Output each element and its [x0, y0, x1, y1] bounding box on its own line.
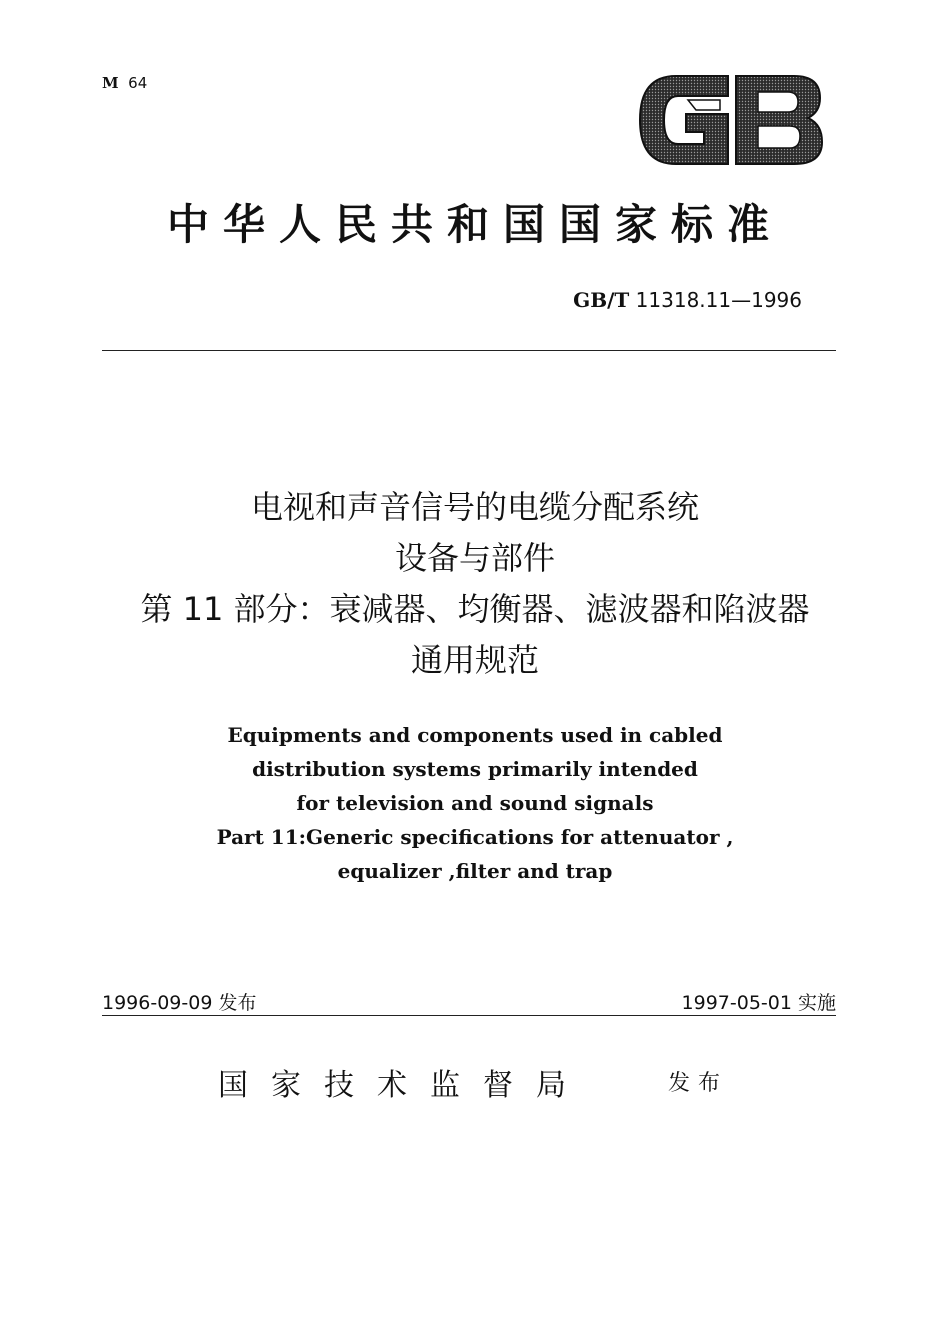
- gb-logo: [636, 70, 824, 170]
- issue-date: 1996-09-09 发布: [102, 992, 257, 1014]
- standard-number-prefix: GB/T: [573, 288, 630, 312]
- chinese-title-line-2: 设备与部件: [394, 539, 555, 577]
- classification-code: [102, 74, 147, 92]
- implementation-date: 1997-05-01 实施: [681, 992, 836, 1014]
- chinese-title: [0, 482, 950, 686]
- english-title-line-3: for television and sound signals: [296, 791, 654, 815]
- english-title-line-2: distribution systems primarily intended: [252, 757, 698, 781]
- chinese-title-line-1: 电视和声音信号的电缆分配系统: [250, 488, 699, 526]
- issuing-authority: 国家技术监督局: [218, 1068, 589, 1103]
- classification-letter: M: [102, 74, 119, 92]
- bottom-divider: [102, 1015, 836, 1016]
- english-title: [0, 718, 950, 888]
- chinese-title-line-3: 第 11 部分：衰减器、均衡器、滤波器和陷波器: [140, 590, 810, 628]
- classification-number: 64: [128, 74, 148, 92]
- standard-title: 中华人民共和国国家标准: [166, 200, 783, 249]
- chinese-title-line-4: 通用规范: [410, 641, 539, 679]
- logo-text: GB: [636, 70, 638, 71]
- english-title-line-5: equalizer ,filter and trap: [337, 859, 613, 883]
- english-title-line-1: Equipments and components used in cabled: [227, 723, 723, 747]
- standard-number: [573, 288, 802, 312]
- top-divider: [102, 350, 836, 351]
- issue-action: 发布: [668, 1071, 729, 1096]
- english-title-line-4: Part 11:Generic specifications for attenuator ,: [216, 825, 734, 849]
- standard-number-value: 11318.11—1996: [635, 288, 802, 312]
